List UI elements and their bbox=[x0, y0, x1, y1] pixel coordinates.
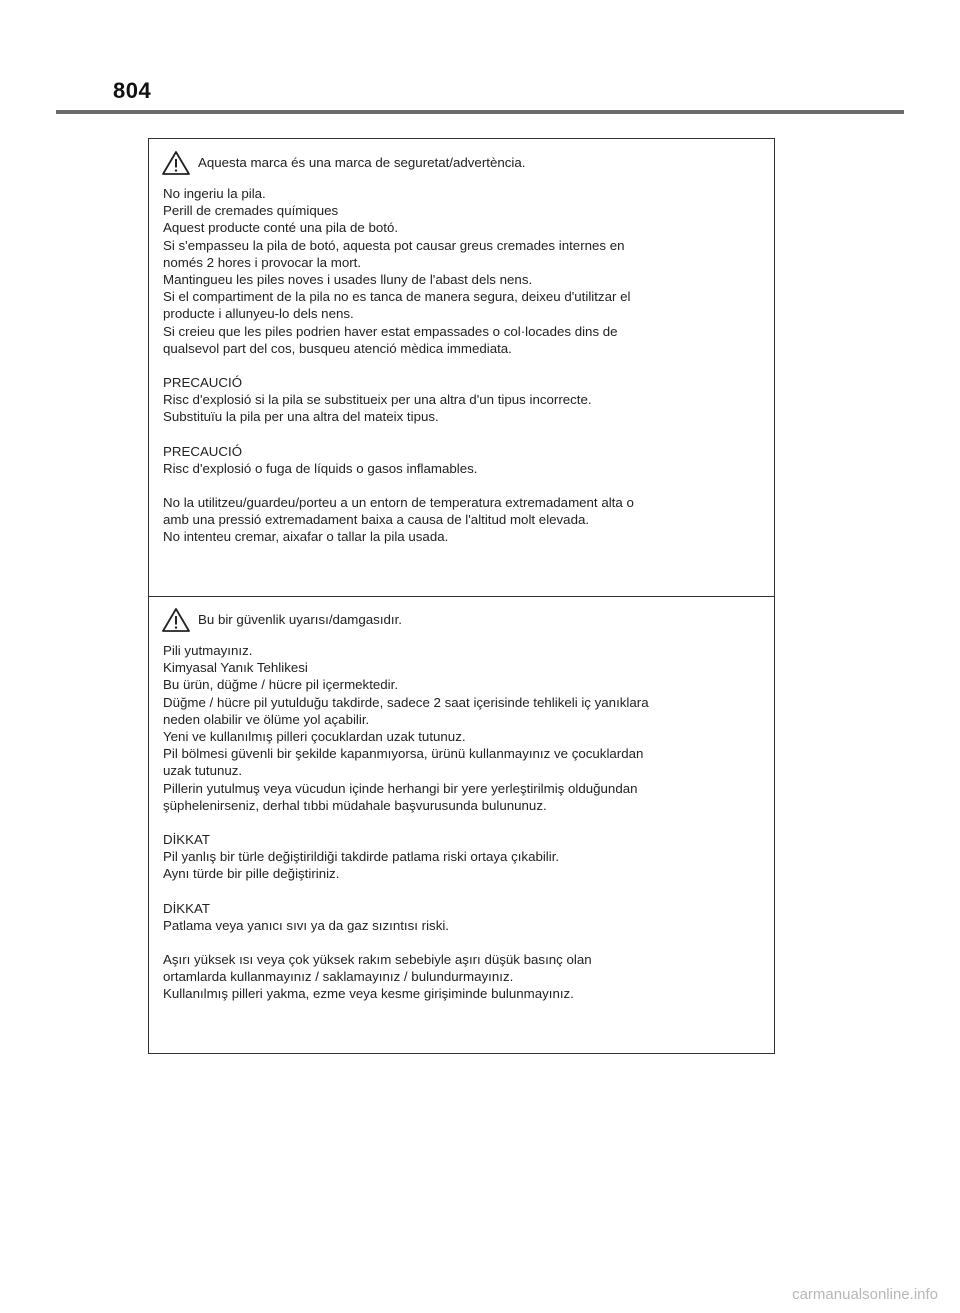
text-line: Aynı türde bir pille değiştiriniz. bbox=[163, 866, 340, 882]
text-line: Pil bölmesi güvenli bir şekilde kapanmıyorsa, ürünü kullanmayınız ve çocuklardan bbox=[163, 746, 644, 762]
paragraph bbox=[163, 951, 774, 1003]
text-line: qualsevol part del cos, busqueu atenció mèdica immediata. bbox=[163, 340, 512, 356]
page-number: 804 bbox=[113, 78, 152, 103]
text-line: Patlama veya yanıcı sıvı ya da gaz sızıntısı riski. bbox=[163, 917, 449, 933]
text-line: PRECAUCIÓ bbox=[163, 443, 243, 459]
text-line: Yeni ve kullanılmış pilleri çocuklardan uzak tutunuz. bbox=[163, 729, 466, 745]
text-line: ortamlarda kullanmayınız / saklamayınız / bulundurmayınız. bbox=[163, 969, 514, 985]
text-line: No la utilitzeu/guardeu/porteu a un entorn de temperatura extremadament alta o bbox=[163, 495, 634, 511]
paragraph bbox=[163, 831, 774, 883]
warning-body bbox=[163, 642, 774, 1003]
text-line: şüphelenirseniz, derhal tıbbi müdahale başvurusunda bulununuz. bbox=[163, 797, 547, 813]
text-line: Substituïu la pila per una altra del mateix tipus. bbox=[163, 409, 439, 425]
text-line: Kimyasal Yanık Tehlikesi bbox=[163, 660, 308, 676]
watermark: carmanualsonline.info bbox=[792, 1286, 938, 1303]
text-line: Mantingueu les piles noves i usades lluny de l'abast dels nens. bbox=[163, 272, 533, 288]
warning-triangle-icon bbox=[161, 150, 191, 176]
warning-heading bbox=[161, 149, 774, 176]
paragraph bbox=[163, 185, 774, 357]
header-rule bbox=[56, 110, 904, 114]
text-line: DİKKAT bbox=[163, 832, 211, 848]
text-line: neden olabilir ve ölüme yol açabilir. bbox=[163, 711, 370, 727]
text-line: Aquest producte conté una pila de botó. bbox=[163, 220, 399, 236]
warning-heading-text: Aquesta marca és una marca de seguretat/advertència. bbox=[198, 154, 526, 170]
warning-triangle-icon bbox=[161, 607, 191, 633]
warning-body bbox=[163, 185, 774, 546]
text-line: amb una pressió extremadament baixa a causa de l'altitud molt elevada. bbox=[163, 512, 590, 528]
text-line: Perill de cremades químiques bbox=[163, 203, 339, 219]
text-line: Düğme / hücre pil yutulduğu takdirde, sadece 2 saat içerisinde tehlikeli iç yanıklara bbox=[163, 694, 649, 710]
text-line: Pillerin yutulmuş veya vücudun içinde herhangi bir yere yerleştirilmiş olduğundan bbox=[163, 780, 638, 796]
warning-box-turkish bbox=[148, 596, 775, 1054]
warning-heading-text: Bu bir güvenlik uyarısı/damgasıdır. bbox=[198, 611, 402, 627]
text-line: No intenteu cremar, aixafar o tallar la pila usada. bbox=[163, 529, 449, 545]
text-line: Kullanılmış pilleri yakma, ezme veya kesme girişiminde bulunmayınız. bbox=[163, 986, 574, 1002]
text-line: Bu ürün, düğme / hücre pil içermektedir. bbox=[163, 677, 399, 693]
paragraph bbox=[163, 642, 774, 814]
text-line: PRECAUCIÓ bbox=[163, 375, 243, 391]
text-line: DİKKAT bbox=[163, 900, 211, 916]
text-line: No ingeriu la pila. bbox=[163, 186, 266, 201]
text-line: Risc d'explosió si la pila se substitueix per una altra d'un tipus incorrecte. bbox=[163, 392, 592, 408]
paragraph bbox=[163, 374, 774, 426]
text-line: Si creieu que les piles podrien haver estat empassades o col·locades dins de bbox=[163, 323, 618, 339]
text-line: Risc d'explosió o fuga de líquids o gasos inflamables. bbox=[163, 460, 478, 476]
text-line: Pil yanlış bir türle değiştirildiği takdirde patlama riski ortaya çıkabilir. bbox=[163, 849, 560, 865]
text-line: Pili yutmayınız. bbox=[163, 643, 253, 658]
warning-box-catalan bbox=[148, 138, 775, 597]
text-line: Aşırı yüksek ısı veya çok yüksek rakım sebebiyle aşırı düşük basınç olan bbox=[163, 952, 592, 968]
text-line: Si s'empasseu la pila de botó, aquesta pot causar greus cremades internes en bbox=[163, 237, 625, 253]
paragraph bbox=[163, 494, 774, 546]
warning-heading bbox=[161, 606, 774, 633]
paragraph bbox=[163, 443, 774, 477]
paragraph bbox=[163, 900, 774, 934]
text-line: uzak tutunuz. bbox=[163, 763, 243, 779]
text-line: Si el compartiment de la pila no es tanca de manera segura, deixeu d'utilitzar el bbox=[163, 289, 631, 305]
text-line: producte i allunyeu-lo dels nens. bbox=[163, 306, 354, 322]
text-line: només 2 hores i provocar la mort. bbox=[163, 254, 362, 270]
